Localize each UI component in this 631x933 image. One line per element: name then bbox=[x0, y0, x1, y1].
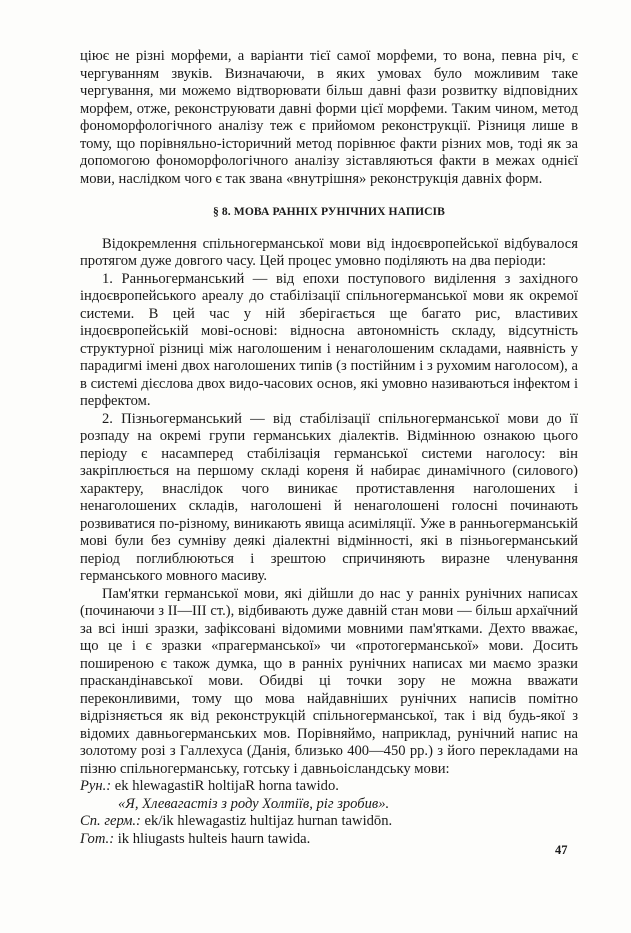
section-heading: § 8. МОВА РАННІХ РУНІЧНИХ НАПИСІВ bbox=[212, 205, 445, 218]
example-common-germanic bbox=[80, 813, 578, 831]
example-gothic-text: ik hliugasts hulteis haurn tawida. bbox=[117, 830, 311, 847]
paragraph-late-germanic: 2. Пізньогерманський — від стабілізації спільногерманської мови до її розпаду на окремі групи германських діалектів. Відмінною ознакою цього періоду є насамперед стабілізація германської системи наголосу: він закріплюється на першому складі кореня й набирає динамічного (силового) характеру, внаслідок чого виникає протиставлення наголошених і ненаголошених складів, наголошені й ненаголошені голосні починають розвиватися по-різному, виникають явища асиміляції. Уже в ранньогерманській мові були без сумніву деякі діалектні відмінності, які в пізньогерманський період поглиблюються і зрештою спричиняють виразне членування германського мовного масиву. bbox=[80, 410, 578, 584]
example-gothic bbox=[80, 831, 578, 849]
paragraph-early-germanic: 1. Ранньогерманський — від епохи поступового виділення з західного індоєвропейського ареалу до стабілізації спільногерманської мови як окремої системи. В цей час у ній зберігається ще багато рис, властивих індоєвропейській мові-основі: відносна автономність складу, відсутність структурної різниці між наголошеним і ненаголошеним складами, наявність у парадигмі імені двох наголошених типів (з постійним і з рухомим наголосом), а в системі дієслова двох видо-часових основ, які умовно називаються інфектом і перфектом. bbox=[80, 270, 578, 409]
example-runic-text: ek hlewagastiR holtijaR horna tawido. bbox=[114, 778, 339, 794]
paragraph-intro: Відокремлення спільногерманської мови від індоєвропейської відбувалося протягом дуже довгого часу. Цей процес умовно поділяють на два періоди: bbox=[80, 235, 578, 269]
example-translation: «Я, Хлевагастіз з роду Холтіїв, ріг зробив». bbox=[118, 795, 390, 812]
example-runic-label: Рун.: bbox=[80, 778, 112, 794]
example-runic bbox=[80, 778, 578, 796]
page-body bbox=[80, 48, 578, 848]
example-gothic-label: Гот.: bbox=[80, 830, 115, 847]
page-number: 47 bbox=[555, 843, 568, 857]
paragraph-continuation: ціює не різні морфеми, а варіанти тієї самої морфеми, то вона, певна річ, є чергуванням звуків. Визначаючи, в яких умовах було можливим таке чергування, ми можемо відтворювати більш давні фази розвитку відповідних морфем, отже, реконструювати давні форми цієї морфеми. Таким чином, метод фономорфологічного аналізу теж є прийомом реконструкції. Різниця лише в тому, що порівняльно-історичний метод порівнює факти різних мов, тоді як за допомогою фономорфологічного аналізу зіставляються факти в межах однієї мови, наслідком чого є так звана «внутрішня» реконструкція давніх форм. bbox=[80, 48, 578, 187]
paragraph-runic-inscriptions: Пам'ятки германської мови, які дійшли до нас у ранніх рунічних написах (починаючи з II—III ст.), відбивають дуже давній стан мови — більш архаїчний за всі інші зразки, зафіксовані відомими мовними пам'ятками. Дехто вважає, що це і є зразки «прагерманської» чи «протогерманської» мови. Досить поширеною є також думка, що в ранніх рунічних написах ми маємо зразки праскандінавської мови. Обидві ці точки зору не можна вважати переконливими, тому що мова найдавніших рунічних написів помітно відрізняється як від реконструкцій спільногерманської, так і від будь-якої з відомих давньогерманських мов. Порівняймо, наприклад, рунічний напис на золотому розі з Галлехуса (Данія, близько 400—450 рр.) з його перекладами на пізню спільногерманську, готську і давньоісландську мови: bbox=[80, 585, 578, 777]
example-common-label: Сп. герм.: bbox=[80, 813, 141, 829]
example-common-text: ek/ik hlewagastiz hultijaz hurnan tawidōn. bbox=[144, 813, 393, 829]
